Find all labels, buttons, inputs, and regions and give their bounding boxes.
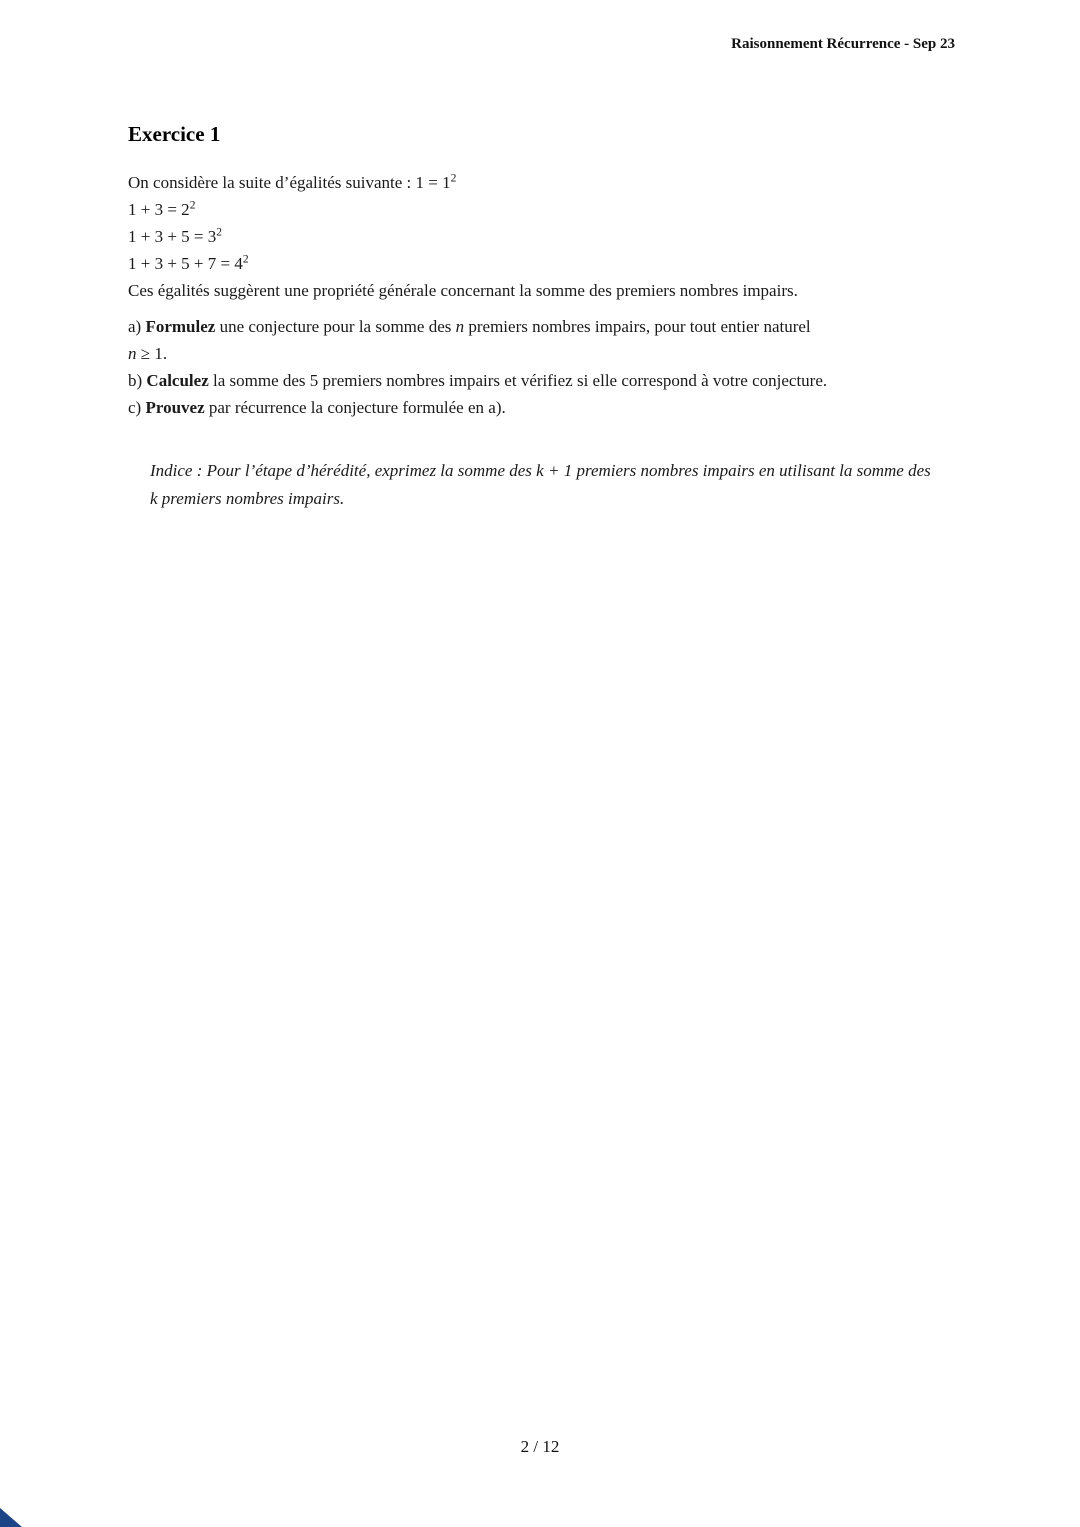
- intro-equation: [416, 173, 457, 192]
- equation-line: [128, 250, 960, 277]
- hint-text: premiers nombres impairs.: [157, 489, 345, 508]
- question-text: la somme des 5 premiers nombres impairs et vérifiez si elle correspond à votre conjecture.: [208, 371, 828, 390]
- intro-text: On considère la suite d’égalités suivante :: [128, 173, 416, 192]
- math-variable: n: [128, 344, 137, 363]
- corner-decoration: [0, 1508, 22, 1527]
- equation-superscript: 2: [216, 225, 223, 239]
- page-content: [128, 122, 960, 513]
- question-text: une conjecture pour la somme des: [215, 317, 456, 336]
- questions-block: [128, 313, 960, 421]
- exercise-title: Exercice 1: [128, 122, 221, 146]
- math-variable: n: [455, 317, 465, 336]
- equation-base: 1 + 3 + 5 = 3: [128, 227, 217, 246]
- equation-line: [128, 196, 960, 223]
- question-a: [128, 313, 960, 367]
- question-prefix: b): [128, 371, 147, 390]
- question-text: premiers nombres impairs, pour tout entier naturel: [464, 317, 811, 336]
- question-verb: Formulez: [145, 317, 216, 336]
- question-text: par récurrence la conjecture formulée en a).: [204, 398, 506, 417]
- equation-base: 1 + 3 = 2: [128, 200, 190, 219]
- math-variable: k: [150, 489, 158, 508]
- hint-paragraph: [150, 457, 942, 513]
- question-b: [128, 367, 960, 394]
- page-footer: [0, 1437, 1080, 1457]
- equation-base: 1 + 3 + 5 + 7 = 4: [128, 254, 243, 273]
- page-header: [128, 36, 955, 53]
- question-verb: Prouvez: [145, 398, 205, 417]
- summary-line: Ces égalités suggèrent une propriété générale concernant la somme des premiers nombres impairs.: [128, 281, 798, 300]
- question-prefix: c): [128, 398, 146, 417]
- equation-base: 1 = 1: [415, 173, 451, 192]
- hint-text: premiers nombres impairs en utilisant la somme des: [572, 461, 931, 480]
- question-c: [128, 394, 960, 421]
- question-text: ≥ 1.: [136, 344, 168, 363]
- equation-superscript: 2: [242, 252, 249, 266]
- question-verb: Calculez: [146, 371, 209, 390]
- hint-text: Indice : Pour l’étape d’hérédité, exprimez la somme des: [150, 461, 537, 480]
- intro-paragraph: [128, 169, 960, 196]
- header-title: Raisonnement Récurrence - Sep 23: [731, 36, 955, 52]
- math-expression: k + 1: [536, 461, 573, 480]
- page-number: 2 / 12: [520, 1437, 560, 1456]
- equation-superscript: 2: [450, 171, 457, 185]
- equation-superscript: 2: [189, 198, 196, 212]
- equation-line: [128, 223, 960, 250]
- question-prefix: a): [128, 317, 146, 336]
